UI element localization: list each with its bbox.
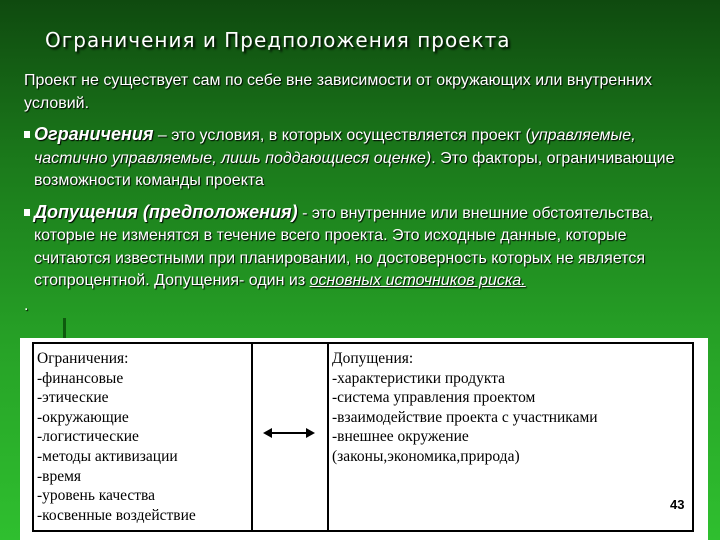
constraint-list-item: -косвенные воздействие (37, 506, 196, 524)
constraint-list-item: -уровень качества (37, 487, 156, 505)
constraints-column (34, 344, 253, 530)
comparison-table (32, 342, 694, 532)
trailing-dot: . (24, 296, 29, 314)
assumptions-column-title: Допущения: (332, 350, 414, 367)
constraints-term: Ограничения (34, 124, 154, 144)
constraints-examples: управляемые, частично управляемые, лишь поддающиеся оценке) (34, 127, 636, 167)
slide-body (24, 70, 694, 317)
constraints-tail: . Это факторы, ограничивающие возможности команды проекта (34, 149, 675, 189)
decorative-line (63, 318, 66, 340)
constraint-list-item: -логистические (37, 428, 139, 446)
assumptions-paragraph (24, 201, 694, 293)
slide-title: Ограничения и Предположения проекта (45, 28, 511, 52)
assumption-list-item: -система управления проектом (332, 389, 536, 407)
comparison-panel (20, 338, 708, 540)
assumption-list-item: -внешнее окружение (332, 428, 469, 446)
assumptions-lead: - это внутренние или внешние обстоятельства, которые не изменятся в течение всего проекта. Это исходные данные, которые считаются известными при планировании, но достоверность которых не является стопроцентной. Допущения- один из (34, 204, 654, 289)
constraints-paragraph (24, 123, 694, 193)
assumption-list-item: -взаимодействие проекта с участниками (332, 408, 598, 426)
risk-sources-link[interactable]: основных источников риска. (309, 272, 526, 289)
constraint-list-item: -финансовые (37, 369, 124, 387)
page-number: 43 (670, 497, 685, 512)
constraint-list-item: -этические (37, 389, 109, 407)
constraint-list-item: -время (37, 467, 82, 485)
assumption-list-item: -характеристики продукта (332, 369, 506, 387)
constraint-list-item: -окружающие (37, 408, 129, 426)
constraints-lead: – это условия, в которых осуществляется проект ( (153, 127, 531, 144)
square-bullet-icon (24, 209, 30, 216)
square-bullet-icon (24, 131, 30, 138)
constraints-column-title: Ограничения: (37, 350, 129, 367)
double-arrow-icon (263, 426, 315, 440)
assumptions-column (329, 344, 692, 530)
arrow-column (253, 344, 329, 530)
assumption-list-item: (законы,экономика,природа) (332, 447, 520, 465)
constraint-list-item: -методы активизации (37, 447, 178, 465)
intro-paragraph: Проект не существует сам по себе вне зависимости от окружающих или внутренних условий. (24, 72, 652, 112)
assumptions-term: Допущения (предположения) (34, 201, 298, 222)
